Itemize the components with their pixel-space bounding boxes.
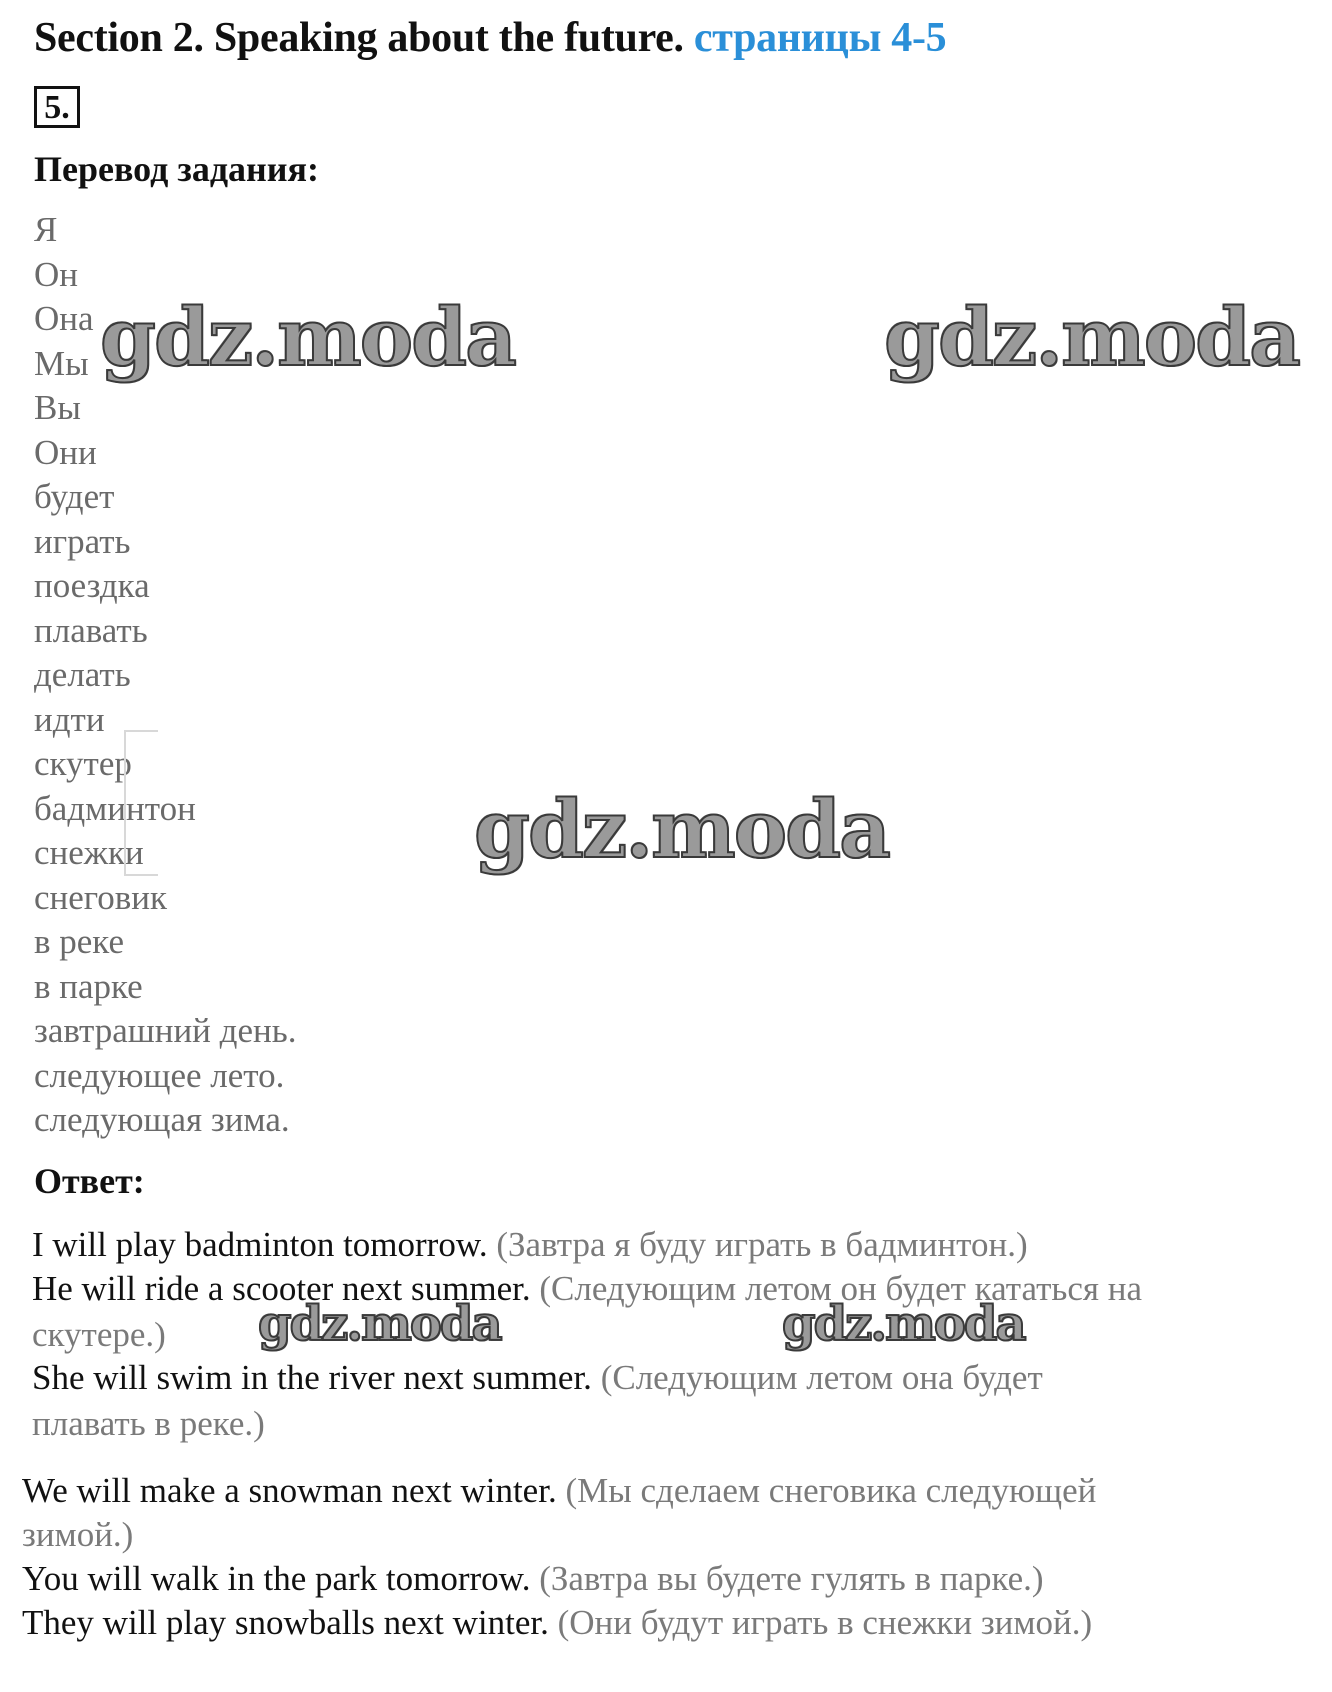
vocab-item: следующее лето. — [34, 1055, 285, 1095]
answer-translation: плавать в реке.) — [32, 1404, 265, 1443]
answer-sentence-3-continued — [32, 1402, 265, 1446]
answer-translation: (Завтра вы будете гулять в парке.) — [539, 1559, 1044, 1598]
answer-sentence-4 — [22, 1469, 1096, 1513]
answer-english: They will play snowballs next winter. — [22, 1603, 549, 1642]
pages-reference: страницы 4-5 — [693, 15, 947, 61]
task-number-box: 5. — [34, 86, 80, 128]
vocab-item: в парке — [34, 966, 143, 1006]
vocab-item: играть — [34, 521, 131, 561]
watermark: gdz.moda — [100, 290, 515, 384]
watermark: gdz.moda — [782, 1296, 1025, 1352]
vocab-item: идти — [34, 699, 105, 739]
vocab-item: Мы — [34, 343, 89, 383]
answer-translation: зимой.) — [22, 1515, 134, 1554]
answer-sentence-6 — [22, 1601, 1092, 1645]
vocab-item: плавать — [34, 610, 148, 650]
vocab-item: снеговик — [34, 877, 168, 917]
translation-label: Перевод задания: — [34, 149, 319, 189]
scan-artifact — [124, 730, 158, 876]
vocab-item: Они — [34, 432, 97, 472]
vocab-item: Он — [34, 254, 79, 294]
answer-sentence-5 — [22, 1557, 1044, 1601]
watermark: gdz.moda — [258, 1296, 501, 1352]
vocab-item: поездка — [34, 566, 150, 605]
vocab-item: снежки — [34, 833, 144, 872]
vocab-item: будет — [34, 477, 115, 516]
answer-english: We will make a snowman next winter. — [22, 1471, 557, 1510]
answer-translation: (Следующим летом она будет — [600, 1358, 1043, 1397]
vocab-item: Вы — [34, 388, 81, 427]
answer-translation: (Завтра я буду играть в бадминтон.) — [496, 1225, 1028, 1264]
vocab-item: в реке — [34, 922, 124, 961]
vocab-item: Она — [34, 299, 94, 338]
watermark: gdz.moda — [474, 782, 889, 876]
vocab-item: завтрашний день. — [34, 1011, 297, 1050]
answer-translation: (Следующим летом он будет кататься на — [539, 1269, 1143, 1308]
answer-english: You will walk in the park tomorrow. — [22, 1559, 531, 1598]
answer-sentence-4-continued — [22, 1513, 133, 1557]
answer-english: I will play badminton tomorrow. — [32, 1225, 488, 1264]
answer-sentence-3 — [32, 1356, 1043, 1400]
answer-translation: (Они будут играть в снежки зимой.) — [557, 1603, 1093, 1642]
vocab-item: делать — [34, 655, 131, 694]
vocab-item: скутер — [34, 744, 132, 783]
watermark: gdz.moda — [884, 290, 1299, 384]
section-heading — [34, 14, 946, 62]
section-title: Section 2. Speaking about the future. — [34, 15, 684, 61]
vocab-item: бадминтон — [34, 788, 196, 828]
answer-label: Ответ: — [34, 1161, 145, 1201]
answer-translation: (Мы сделаем снеговика следующей — [565, 1471, 1097, 1510]
answer-sentence-2-continued — [32, 1313, 166, 1357]
answer-sentence-1 — [32, 1223, 1028, 1267]
answer-translation: скутере.) — [32, 1315, 166, 1354]
vocab-item: Я — [34, 210, 58, 249]
vocab-item: следующая зима. — [34, 1100, 290, 1139]
answer-english: He will ride a scooter next summer. — [32, 1269, 531, 1308]
answer-english: She will swim in the river next summer. — [32, 1358, 592, 1397]
